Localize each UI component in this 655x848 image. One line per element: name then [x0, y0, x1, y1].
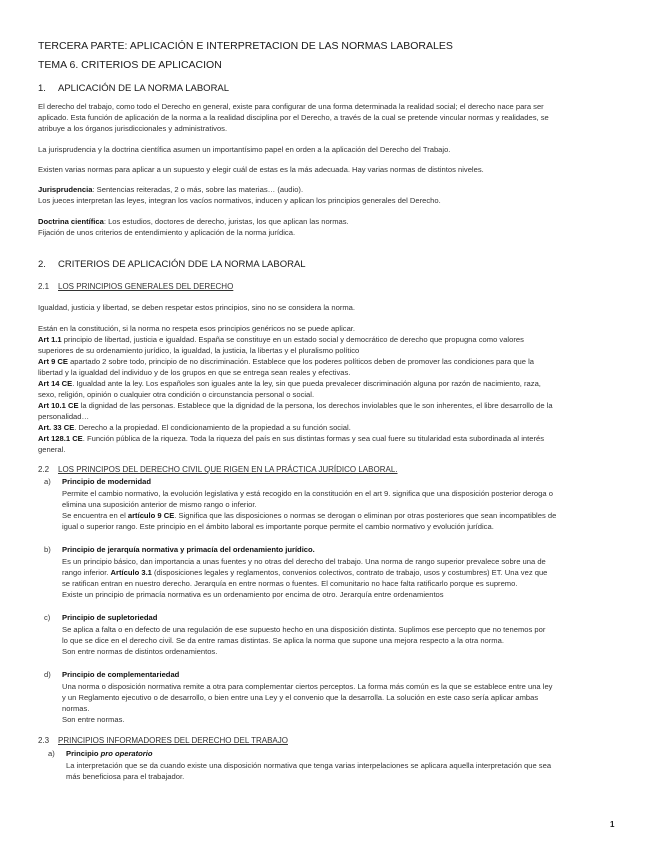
- item-c-title: Principio de supletoriedad: [62, 613, 158, 622]
- item-a-title: Principio de modernidad: [62, 477, 152, 486]
- article-text: libertad y la igualdad del individuo y de los grupos en que se entrega sean reales y efectivas.: [38, 368, 351, 377]
- item-a-line: Permite el cambio normativo, la evolución legislativa y está recogido en la constitución en el art 9. significa que una disposición posterior deroga o: [62, 489, 553, 498]
- article-label: Art 9 CE: [38, 357, 68, 366]
- s1-p2: La jurisprudencia y la doctrina científica asumen un importantísimo papel en orden a la aplicación del Derecho del Trabajo.: [38, 145, 451, 154]
- item-a-line: elimina una suposición anterior de mismo rango o inferior.: [62, 500, 257, 509]
- s1-p3: Existen varias normas para aplicar a un supuesto y elegir cuál de estas es la más adecuada. Hay varias normas de distintos niveles.: [38, 165, 484, 174]
- item-b-text: (disposiciones legales y reglamentos, convenios colectivos, contrato de trabajo, usos y costumbres) ET. Una vez que: [151, 568, 548, 577]
- s21-p1: Igualdad, justicia y libertad, se deben respetar estos principios, sino no se considera la norma.: [38, 303, 356, 312]
- item-c-line: Son entre normas de distintos ordenamientos.: [62, 647, 218, 656]
- item-2-3-a-title-emphasis: pro operatorio: [100, 749, 153, 758]
- subsection-2-3-number: 2.3: [38, 736, 50, 745]
- article-label: Art 128.1 CE: [38, 434, 83, 443]
- doctrina-text: : Los estudios, doctores de derecho, juristas, los que aplican las normas.: [103, 217, 349, 226]
- article-text: superiores de su ordenamiento jurídico, la igualdad, la justicia, la libertas y el pluralismo político: [38, 346, 360, 355]
- article-text: . Derecho a la propiedad. El condicionamiento de la propiedad a su función social.: [74, 423, 351, 432]
- item-b-line: [62, 567, 547, 578]
- article-line: [38, 433, 544, 444]
- article-line: [38, 378, 541, 389]
- item-a-article: artículo 9 CE: [127, 511, 175, 520]
- item-b-title: Principio de jerarquía normativa y primacía del ordenamiento jurídico.: [62, 545, 315, 554]
- item-c-line: Se aplica a falta o en defecto de una regulación de ese supuesto hecho en una disposición distinta. Suplimos ese percepto que no tenemos por: [62, 625, 546, 634]
- article-text: general.: [38, 445, 66, 454]
- item-2-3-a-letter: a): [48, 749, 55, 758]
- article-text: apartado 2 sobre todo, principio de no discriminación. Establece que los poderes políticos deben de promover las condiciones para que la: [67, 357, 535, 366]
- subsection-2-1-title: LOS PRINCIPIOS GENERALES DEL DERECHO: [58, 282, 234, 291]
- doctrina-line: [38, 216, 349, 227]
- article-line: [38, 400, 553, 411]
- s1-p1-line: aplicado. Esta función de aplicación de la norma a la realidad disciplina por el Derecho, a través de la cual se pretende vincular normas y realidades, se: [38, 113, 549, 122]
- item-b-article: Artículo 3.1: [110, 568, 152, 577]
- item-d-title: Principio de complementariedad: [62, 670, 180, 679]
- doctrina-line-2: Fijación de unos criterios de entendimiento y aplicación de la norma jurídica.: [38, 228, 296, 237]
- s1-p1-line: El derecho del trabajo, como todo el Derecho en general, existe para configurar de una forma determinada la realidad social; el derecho nace para ser: [38, 102, 544, 111]
- item-a-text: Se encuentra en el: [62, 511, 128, 520]
- item-d-line: y un Reglamento ejecutivo o de desarrollo, o bien entre una Ley y el convenio que la desarrolla. La solución en este caso sería aplicar ambas: [62, 693, 539, 702]
- article-line: [38, 356, 534, 367]
- article-line: [38, 334, 524, 345]
- item-d-line: normas.: [62, 704, 90, 713]
- item-d-letter: d): [44, 670, 51, 679]
- subsection-2-1-number: 2.1: [38, 282, 50, 291]
- article-label: Art 10.1 CE: [38, 401, 79, 410]
- item-b-line: Existe un principio de primacía normativa es un ordenamiento por encima de otro. Jerarquía entre ordenamientos: [62, 590, 444, 599]
- subsection-2-3-title: PRINCIPIOS INFORMADORES DEL DERECHO DEL TRABAJO: [58, 736, 288, 745]
- article-line: [38, 345, 359, 356]
- item-a-letter: a): [44, 477, 51, 486]
- section-2-heading: CRITERIOS DE APLICACIÓN DDE LA NORMA LABORAL: [58, 259, 306, 270]
- s21-p2: Están en la constitución, si la norma no respeta esos principios genéricos no se puede aplicar.: [38, 324, 356, 333]
- item-a-text: . Significa que las disposiciones o normas se derogan o eliminan por otras posteriores que sean incompatibles de: [174, 511, 557, 520]
- article-line: [38, 389, 314, 400]
- item-b-line: se ratifican entran en nuestro derecho. Jerarquía en entre normas o fuentes. El comunitario no hace falta ratificarlo porque es supremo.: [62, 579, 518, 588]
- item-a-line: igual o superior rango. Este principio en el ámbito laboral es importante porque permite el cambio normativo y evolución jurídica.: [62, 522, 494, 531]
- section-1-heading: APLICACIÓN DE LA NORMA LABORAL: [58, 83, 230, 94]
- doctrina-label: Doctrina científica: [38, 217, 104, 226]
- article-text: sexo, religión, opinión o cualquier otra condición o circunstancia personal o social.: [38, 390, 315, 399]
- theme-title: TEMA 6. CRITERIOS DE APLICACION: [38, 59, 222, 71]
- item-b-letter: b): [44, 545, 51, 554]
- item-2-3-a-title: [66, 748, 153, 759]
- article-line: [38, 422, 351, 433]
- item-2-3-a-title-text: Principio: [66, 749, 101, 758]
- item-2-3-a-line: La interpretación que se da cuando existe una disposición normativa que tenga varias interpelaciones se aplicara aquella interpretación que sea: [66, 761, 552, 770]
- item-d-line: Son entre normas.: [62, 715, 125, 724]
- item-a-line: [62, 510, 556, 521]
- page-number: 1: [610, 820, 615, 829]
- article-text: la dignidad de las personas. Establece que la dignidad de la persona, los derechos inviolables que le son inherentes, el libre desarrollo de la: [78, 401, 553, 410]
- jurisprudencia-label: Jurisprudencia: [38, 185, 93, 194]
- jurisprudencia-line: [38, 184, 303, 195]
- section-2-number: 2.: [38, 259, 46, 270]
- section-1-number: 1.: [38, 83, 46, 94]
- item-d-line: Una norma o disposición normativa remite a otra para complementar ciertos perceptos. La forma más común es la que se establece entre una ley: [62, 682, 553, 691]
- item-c-line: lo que se dice en el derecho civil. Se da entre ramas distintas. Se aplica la norma que supone una mejora respecto a la otra norma.: [62, 636, 504, 645]
- article-line: [38, 444, 65, 455]
- item-c-letter: c): [44, 613, 51, 622]
- article-label: Art 14 CE: [38, 379, 73, 388]
- article-line: [38, 411, 89, 422]
- jurisprudencia-text: : Sentencias reiteradas, 2 o más, sobre las materias… (audio).: [92, 185, 304, 194]
- subsection-2-2-title: LOS PRINCIPOS DEL DERECHO CIVIL QUE RIGEN EN LA PRÁCTICA JURÍDICO LABORAL.: [58, 465, 398, 474]
- article-text: . Igualdad ante la ley. Los españoles son iguales ante la ley, sin que pueda prevalecer discriminación alguna por razón de nacimiento, raza,: [72, 379, 541, 388]
- article-text: personalidad…: [38, 412, 90, 421]
- article-label: Art. 33 CE: [38, 423, 75, 432]
- article-line: [38, 367, 350, 378]
- article-text: . Función pública de la riqueza. Toda la riqueza del país en sus distintas formas y sea cual fuere su titularidad esta subordinada al interés: [82, 434, 544, 443]
- item-b-line: Es un principio básico, dan importancia a unas fuentes y no otras del derecho del trabajo. Una norma de rango superior prevalece sobre una de: [62, 557, 546, 566]
- article-text: principio de libertad, justicia e igualdad. España se constituye en un estado social y democrático de derecho que propugna como valores: [61, 335, 524, 344]
- document-title: TERCERA PARTE: APLICACIÓN E INTERPRETACION DE LAS NORMAS LABORALES: [38, 40, 453, 52]
- item-b-text: rango inferior.: [62, 568, 111, 577]
- subsection-2-2-number: 2.2: [38, 465, 50, 474]
- item-2-3-a-line: más beneficiosa para el trabajador.: [66, 772, 185, 781]
- jurisprudencia-line-2: Los jueces interpretan las leyes, integran los vacíos normativos, inducen y aplican los principios generales del Derecho.: [38, 196, 441, 205]
- article-label: Art 1.1: [38, 335, 62, 344]
- s1-p1-line: atribuye a los órganos jurisdiccionales y administrativos.: [38, 124, 228, 133]
